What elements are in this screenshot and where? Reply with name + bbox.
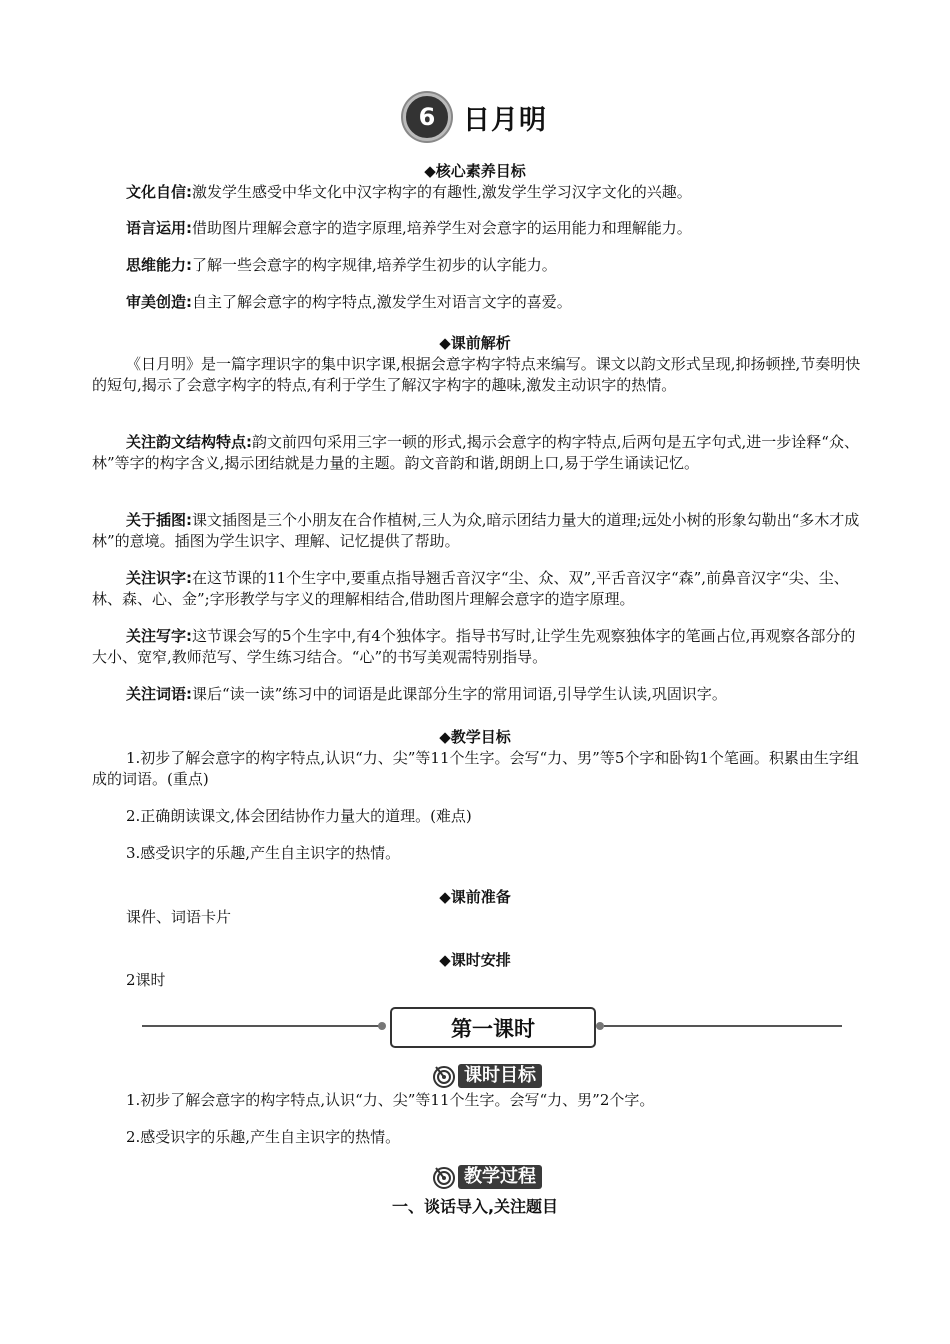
core-goal-text: 借助图片理解会意字的造字原理,培养学生对会意字的运用能力和理解能力。 xyxy=(192,219,692,237)
pre-analysis-text: 在这节课的11个生字中,要重点指导翘舌音汉字“尘、众、双”,平舌音汉字“森”,前鼻音汉字“尖、尘、林、森、心、金”;字形教学与字义的理解相结合,借助图片理解会意字的造字原理。 xyxy=(92,569,849,608)
banner-rule-left xyxy=(142,1025,380,1027)
banner-dot-right xyxy=(596,1022,604,1030)
pre-analysis-label: 关于插图: xyxy=(126,511,192,529)
pre-analysis-item xyxy=(92,684,862,705)
lesson-goal-label: 课时目标 xyxy=(458,1064,542,1088)
core-goal-label: 语言运用: xyxy=(126,219,192,237)
lesson-one-banner: 第一课时 xyxy=(390,1007,596,1048)
pre-analysis-text: 韵文前四句采用三字一顿的形式,揭示会意字的构字特点,后两句是五字句式,进一步诠释“众、林”等字的构字含义,揭示团结就是力量的主题。韵文音韵和谐,朗朗上口,易于学生诵读记忆。 xyxy=(92,433,859,472)
teaching-goal-item: 1.初步了解会意字的构字特点,认识“力、尖”等11个生字。会写“力、男”等5个字和卧钩1个笔画。积累由生字组成的词语。(重点) xyxy=(92,749,859,788)
teaching-goal-item: 2.正确朗读课文,体会团结协作力量大的道理。(难点) xyxy=(126,807,472,825)
banner-dot-left xyxy=(378,1022,386,1030)
pre-analysis-heading: ◆课前解析 xyxy=(439,334,511,352)
pre-analysis-intro: 《日月明》是一篇字理识字的集中识字课,根据会意字构字特点来编写。课文以韵文形式呈现,抑扬顿挫,节奏明快的短句,揭示了会意字构字的特点,有利于学生了解汉字构字的趣味,激发主动识字的热情。 xyxy=(92,355,861,394)
target-icon xyxy=(432,1165,456,1189)
pre-analysis-item xyxy=(92,626,862,668)
pre-analysis-item xyxy=(92,432,862,474)
pre-analysis-text: 这节课会写的5个生字中,有4个独体字。指导书写时,让学生先观察独体字的笔画占位,再观察各部分的大小、宽窄,教师范写、学生练习结合。“心”的书写美观需特别指导。 xyxy=(92,627,856,666)
core-goal-label: 文化自信: xyxy=(126,183,192,201)
schedule-text: 2课时 xyxy=(126,971,166,989)
core-goal-item xyxy=(126,255,866,276)
pre-analysis-item xyxy=(92,510,862,552)
step-one-heading: 一、谈话导入,关注题目 xyxy=(391,1197,559,1216)
core-goal-text: 了解一些会意字的构字规律,培养学生初步的认字能力。 xyxy=(192,256,557,274)
pre-analysis-label: 关注词语: xyxy=(126,685,192,703)
core-goal-label: 思维能力: xyxy=(126,256,192,274)
pre-analysis-text: 课文插图是三个小朋友在合作植树,三人为众,暗示团结力量大的道理;远处小树的形象勾勒出“多木才成林”的意境。插图为学生识字、理解、记忆提供了帮助。 xyxy=(92,511,860,550)
page-title: 日月明 xyxy=(463,104,547,136)
preparation-text: 课件、词语卡片 xyxy=(126,908,232,926)
teaching-goal-item: 3.感受识字的乐趣,产生自主识字的热情。 xyxy=(126,844,401,862)
pre-analysis-item xyxy=(92,568,862,610)
lesson-goal-tag xyxy=(432,1063,542,1089)
teaching-process-tag xyxy=(432,1164,542,1190)
core-goal-item xyxy=(126,182,866,203)
core-goal-text: 激发学生感受中华文化中汉字构字的有趣性,激发学生学习汉字文化的兴趣。 xyxy=(192,183,692,201)
lesson-goal-item: 2.感受识字的乐趣,产生自主识字的热情。 xyxy=(126,1128,401,1146)
teaching-goals-heading: ◆教学目标 xyxy=(439,728,511,746)
lesson-title xyxy=(0,92,950,142)
lesson-goal-item: 1.初步了解会意字的构字特点,认识“力、尖”等11个生字。会写“力、男”2个字。 xyxy=(126,1091,655,1109)
banner-rule-right xyxy=(604,1025,842,1027)
pre-analysis-text: 课后“读一读”练习中的词语是此课部分生字的常用词语,引导学生认读,巩固识字。 xyxy=(192,685,727,703)
core-goal-item xyxy=(126,292,866,313)
core-goals-heading: ◆核心素养目标 xyxy=(424,162,526,180)
pre-analysis-label: 关注韵文结构特点: xyxy=(126,433,252,451)
core-goal-item xyxy=(126,218,866,239)
schedule-heading: ◆课时安排 xyxy=(439,951,511,969)
pre-analysis-label: 关注识字: xyxy=(126,569,192,587)
core-goal-label: 审美创造: xyxy=(126,293,192,311)
pre-analysis-label: 关注写字: xyxy=(126,627,192,645)
core-goal-text: 自主了解会意字的构字特点,激发学生对语言文字的喜爱。 xyxy=(192,293,572,311)
teaching-process-label: 教学过程 xyxy=(458,1165,542,1189)
target-icon xyxy=(432,1064,456,1088)
lesson-number-badge: 6 xyxy=(403,93,451,141)
preparation-heading: ◆课前准备 xyxy=(439,888,511,906)
